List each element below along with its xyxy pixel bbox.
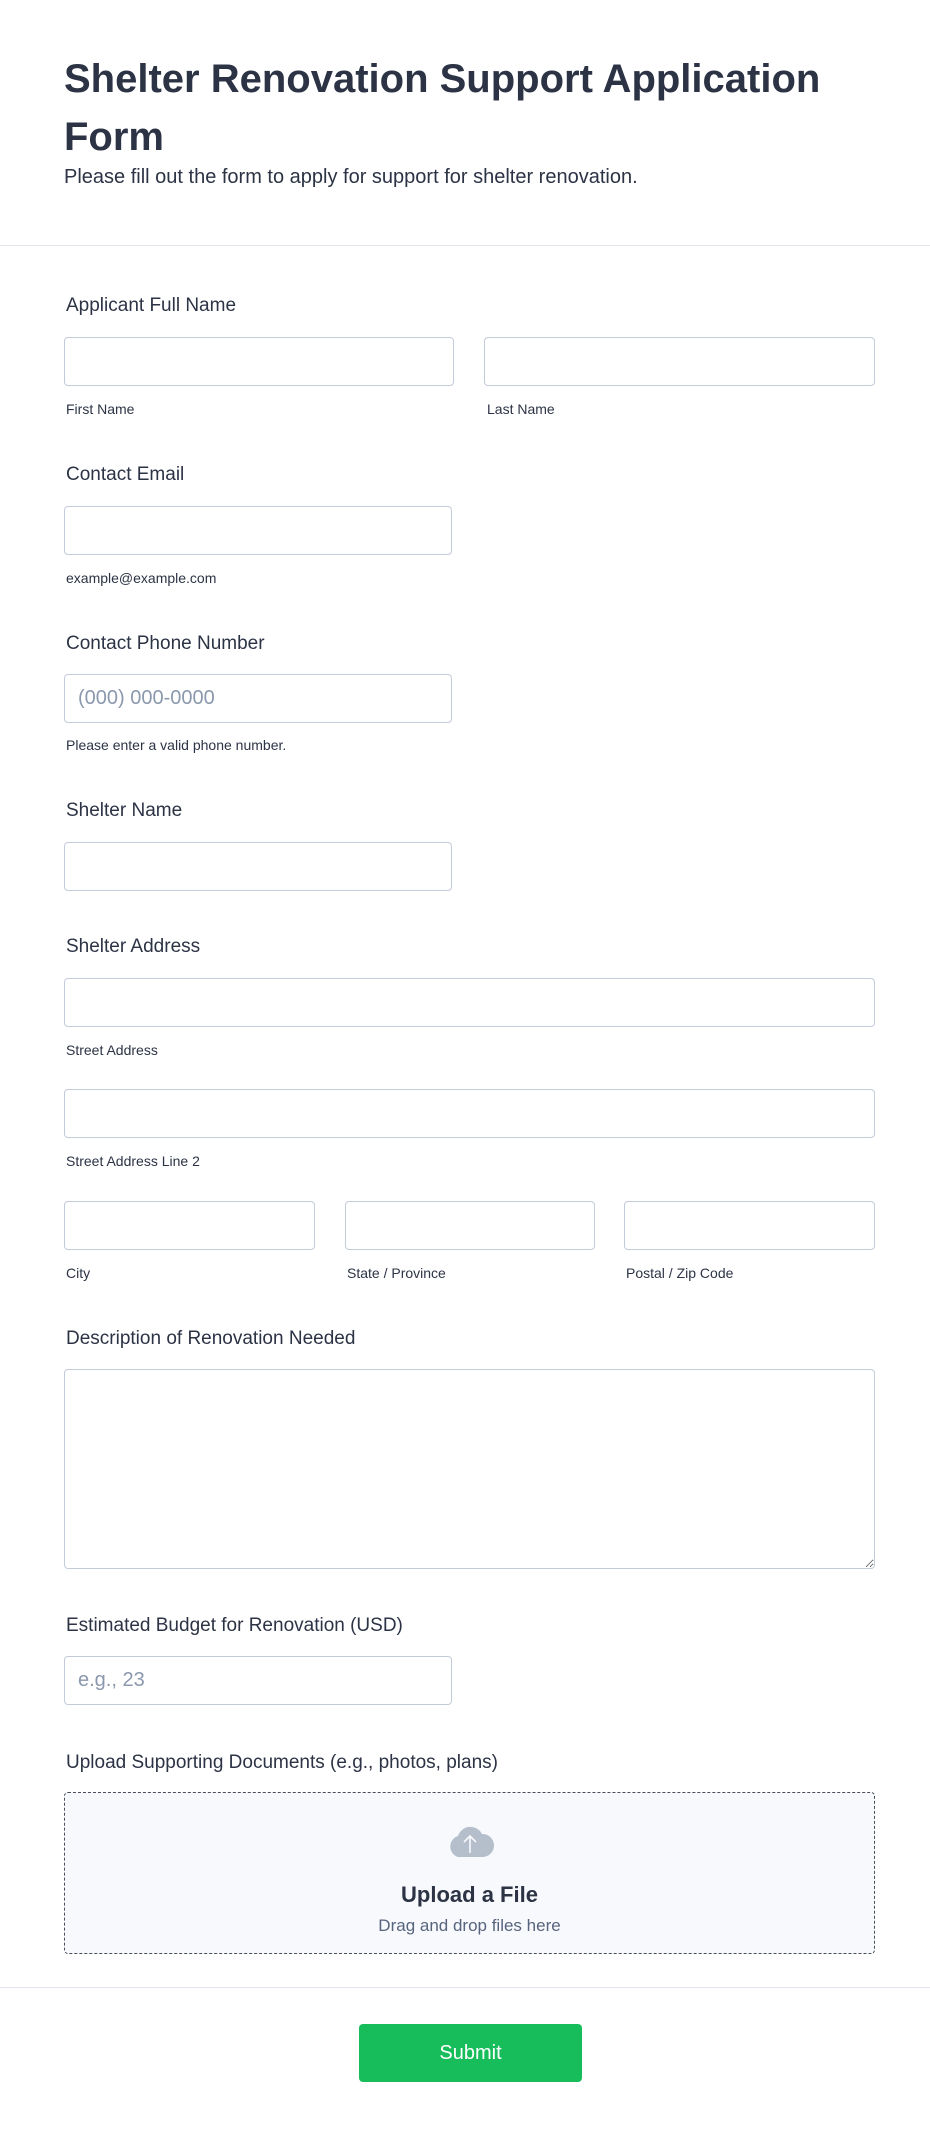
street-address-sublabel: Street Address <box>66 1042 158 1058</box>
shelter-name-label: Shelter Name <box>66 800 183 821</box>
header-divider <box>0 245 930 246</box>
phone-input[interactable] <box>64 674 452 723</box>
budget-input[interactable] <box>64 1656 452 1705</box>
footer-divider <box>0 1987 930 1988</box>
street-address-line2-input[interactable] <box>64 1089 875 1138</box>
upload-label: Upload Supporting Documents (e.g., photos, plans) <box>66 1752 498 1773</box>
street-address-line2-sublabel: Street Address Line 2 <box>66 1153 200 1169</box>
street-address-input[interactable] <box>64 978 875 1027</box>
page-title: Shelter Renovation Support Application Form <box>64 57 821 159</box>
email-input[interactable] <box>64 506 452 555</box>
submit-button[interactable]: Submit <box>359 2024 582 2082</box>
last-name-sublabel: Last Name <box>487 401 555 417</box>
phone-hint: Please enter a valid phone number. <box>66 737 287 753</box>
first-name-input[interactable] <box>64 337 454 386</box>
description-textarea[interactable] <box>64 1369 875 1569</box>
first-name-sublabel: First Name <box>66 401 135 417</box>
zip-input[interactable] <box>624 1201 875 1250</box>
page-subtitle: Please fill out the form to apply for support for shelter renovation. <box>64 166 638 188</box>
cloud-upload-icon <box>446 1819 494 1859</box>
description-label: Description of Renovation Needed <box>66 1328 356 1349</box>
full-name-label: Applicant Full Name <box>66 295 237 316</box>
email-hint: example@example.com <box>66 570 217 586</box>
upload-title: Upload a File <box>401 1882 538 1907</box>
zip-sublabel: Postal / Zip Code <box>626 1265 734 1281</box>
city-sublabel: City <box>66 1265 91 1281</box>
budget-label: Estimated Budget for Renovation (USD) <box>66 1615 403 1636</box>
phone-label: Contact Phone Number <box>66 633 265 654</box>
state-input[interactable] <box>345 1201 595 1250</box>
shelter-name-input[interactable] <box>64 842 452 891</box>
city-input[interactable] <box>64 1201 315 1250</box>
upload-hint: Drag and drop files here <box>378 1916 561 1935</box>
email-label: Contact Email <box>66 464 185 485</box>
state-sublabel: State / Province <box>347 1265 446 1281</box>
file-dropzone[interactable] <box>64 1792 875 1954</box>
address-label: Shelter Address <box>66 936 201 957</box>
last-name-input[interactable] <box>484 337 875 386</box>
